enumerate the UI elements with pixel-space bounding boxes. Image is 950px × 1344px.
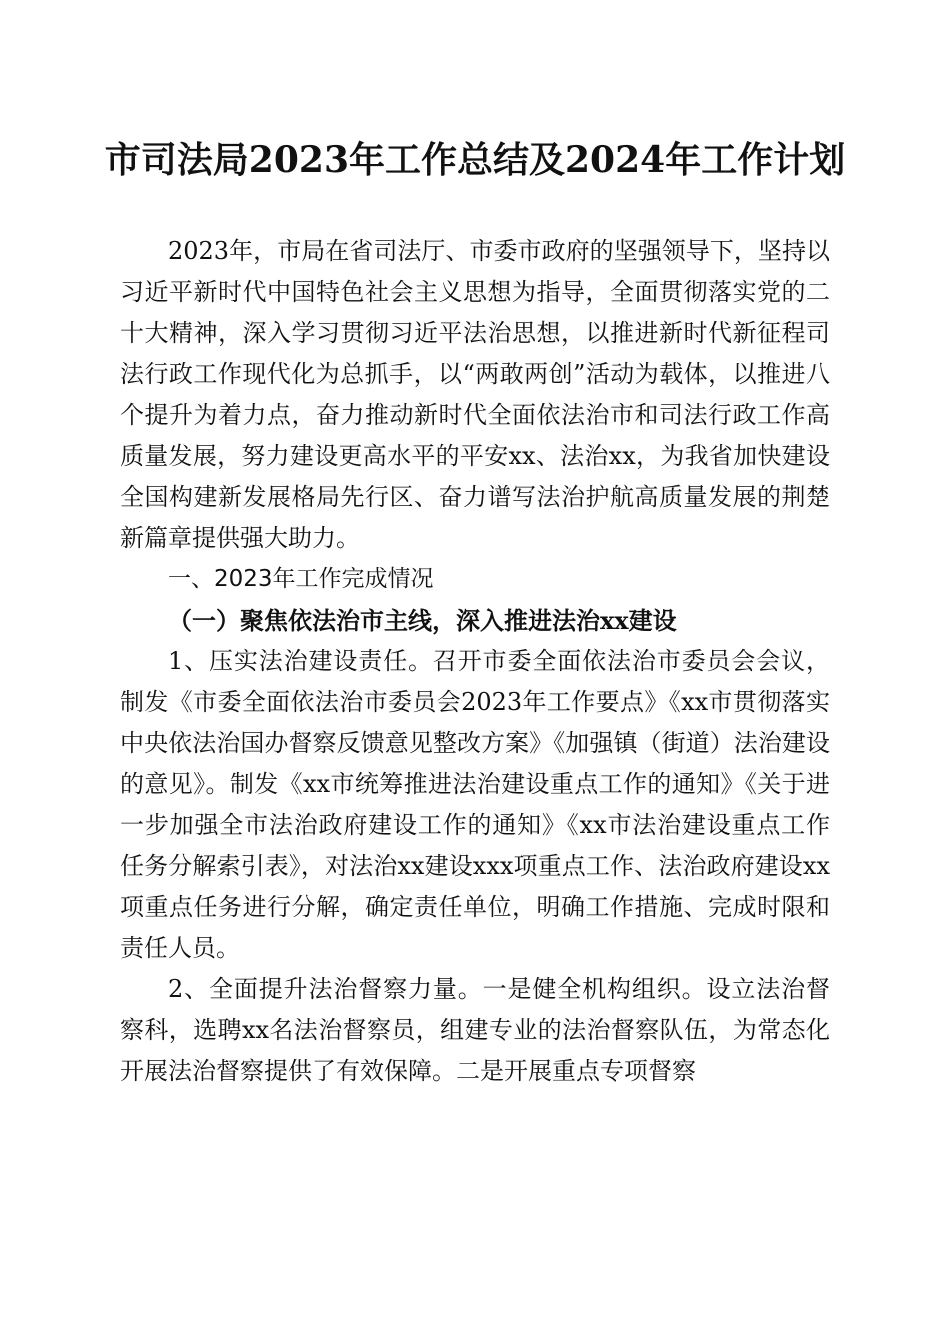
item-paragraph-2: 2、全面提升法治督察力量。一是健全机构组织。设立法治督察科，选聘xx名法治督察员，组建专业的法治督察队伍，为常态化开展法治督察提供了有效保障。二是开展重点专项督察 (120, 975, 830, 1085)
section-heading: 一、2023年工作完成情况 (168, 566, 434, 592)
item-paragraph-1: 1、压实法治建设责任。召开市委全面依法治市委员会会议，制发《市委全面依法治市委员会2023年工作要点》《xx市贯彻落实中央依法治国办督察反馈意见整改方案》《加强镇（街道）法治建设的意见》。制发《xx市统筹推进法治建设重点工作的通知》《关于进一步加强全市法治政府建设工作的通知》《xx市法治建设重点工作任务分解索引表》，对法治xx建设xxx项重点工作、法治政府建设xx项重点任务进行分解，确定责任单位，明确工作措施、完成时限和责任人员。 (120, 647, 830, 962)
intro-paragraph: 2023年，市局在省司法厅、市委市政府的坚强领导下，坚持以习近平新时代中国特色社会主义思想为指导，全面贯彻落实党的二十大精神，深入学习贯彻习近平法治思想，以推进新时代新征程司法行政工作现代化为总抓手，以“两敢两创”活动为载体，以推进八个提升为着力点，奋力推动新时代全面依法治市和司法行政工作高质量发展，努力建设更高水平的平安xx、法治xx，为我省加快建设全国构建新发展格局先行区、奋力谱写法治护航高质量发展的荆楚新篇章提供强大助力。 (120, 237, 830, 552)
document-title: 市司法局2023年工作总结及2024年工作计划 (104, 139, 846, 181)
subsection-heading: （一）聚焦依法治市主线，深入推进法治xx建设 (168, 606, 677, 635)
document-body (120, 231, 830, 1092)
